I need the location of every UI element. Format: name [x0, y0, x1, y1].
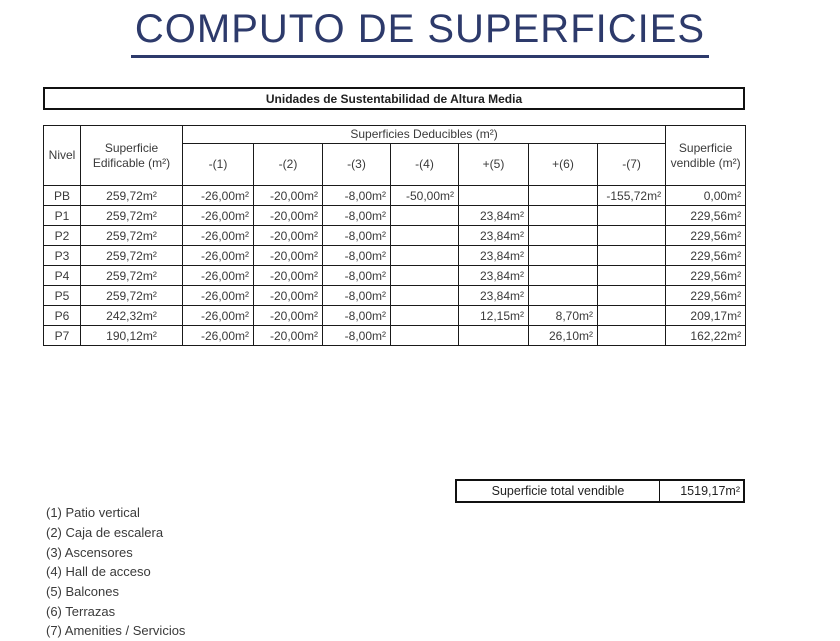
cell-ded-5: 23,84m² [459, 266, 529, 286]
total-vendible-box [455, 479, 745, 503]
cell-ded-2: -20,00m² [254, 326, 323, 346]
footnote-7: (7) Amenities / Servicios [46, 623, 186, 639]
table-row [44, 206, 746, 226]
cell-edificable: 259,72m² [81, 206, 183, 226]
subtitle-banner [43, 87, 745, 110]
cell-nivel: PB [44, 186, 81, 206]
cell-ded-6: 26,10m² [529, 326, 598, 346]
col-header-ded-2: -(2) [254, 144, 323, 186]
col-header-ded-4: -(4) [391, 144, 459, 186]
cell-ded-2: -20,00m² [254, 246, 323, 266]
table-row [44, 226, 746, 246]
cell-ded-5: 23,84m² [459, 246, 529, 266]
cell-vendible: 229,56m² [666, 266, 746, 286]
cell-ded-7 [598, 326, 666, 346]
cell-ded-2: -20,00m² [254, 226, 323, 246]
cell-vendible: 209,17m² [666, 306, 746, 326]
cell-nivel: P6 [44, 306, 81, 326]
cell-ded-7 [598, 226, 666, 246]
cell-ded-7 [598, 206, 666, 226]
cell-nivel: P7 [44, 326, 81, 346]
cell-ded-7 [598, 286, 666, 306]
col-header-edificable: Superficie Edificable (m²) [81, 126, 183, 186]
table-row [44, 246, 746, 266]
footnotes [46, 503, 185, 641]
cell-vendible: 0,00m² [666, 186, 746, 206]
page-header [0, 6, 840, 58]
cell-ded-3: -8,00m² [323, 326, 391, 346]
cell-ded-2: -20,00m² [254, 186, 323, 206]
cell-ded-6 [529, 266, 598, 286]
cell-edificable: 259,72m² [81, 246, 183, 266]
cell-ded-6 [529, 286, 598, 306]
cell-edificable: 242,32m² [81, 306, 183, 326]
cell-ded-5: 12,15m² [459, 306, 529, 326]
cell-ded-5: 23,84m² [459, 206, 529, 226]
cell-ded-1: -26,00m² [183, 206, 254, 226]
cell-ded-3: -8,00m² [323, 226, 391, 246]
cell-ded-2: -20,00m² [254, 206, 323, 226]
cell-ded-6 [529, 206, 598, 226]
cell-ded-3: -8,00m² [323, 186, 391, 206]
cell-ded-1: -26,00m² [183, 246, 254, 266]
cell-ded-5 [459, 326, 529, 346]
footnote-6: (6) Terrazas [46, 603, 116, 619]
surfaces-table [43, 125, 746, 346]
cell-ded-1: -26,00m² [183, 226, 254, 246]
cell-ded-6: 8,70m² [529, 306, 598, 326]
table-row [44, 306, 746, 326]
cell-ded-7 [598, 266, 666, 286]
cell-vendible: 162,22m² [666, 326, 746, 346]
cell-ded-4 [391, 266, 459, 286]
col-header-ded-6: +(6) [529, 144, 598, 186]
col-header-ded-7: -(7) [598, 144, 666, 186]
cell-ded-2: -20,00m² [254, 306, 323, 326]
footnote-3: (3) Ascensores [46, 544, 133, 560]
footnote-5: (5) Balcones [46, 584, 119, 600]
cell-ded-3: -8,00m² [323, 306, 391, 326]
cell-ded-3: -8,00m² [323, 246, 391, 266]
cell-edificable: 259,72m² [81, 226, 183, 246]
cell-vendible: 229,56m² [666, 206, 746, 226]
cell-ded-3: -8,00m² [323, 286, 391, 306]
cell-nivel: P4 [44, 266, 81, 286]
cell-ded-7 [598, 246, 666, 266]
cell-ded-4 [391, 206, 459, 226]
table-row [44, 266, 746, 286]
cell-edificable: 259,72m² [81, 266, 183, 286]
cell-ded-7: -155,72m² [598, 186, 666, 206]
cell-vendible: 229,56m² [666, 226, 746, 246]
cell-ded-4: -50,00m² [391, 186, 459, 206]
cell-ded-1: -26,00m² [183, 266, 254, 286]
cell-ded-4 [391, 246, 459, 266]
col-header-deducibles: Superficies Deducibles (m²) [183, 126, 666, 144]
cell-edificable: 259,72m² [81, 186, 183, 206]
cell-ded-4 [391, 226, 459, 246]
cell-vendible: 229,56m² [666, 246, 746, 266]
cell-ded-6 [529, 246, 598, 266]
cell-nivel: P1 [44, 206, 81, 226]
cell-vendible: 229,56m² [666, 286, 746, 306]
subtitle-text: Unidades de Sustentabilidad de Altura Media [265, 91, 523, 106]
cell-edificable: 259,72m² [81, 286, 183, 306]
page-title: COMPUTO DE SUPERFICIES [131, 6, 709, 58]
col-header-ded-1: -(1) [183, 144, 254, 186]
cell-ded-1: -26,00m² [183, 286, 254, 306]
cell-nivel: P2 [44, 226, 81, 246]
cell-ded-5: 23,84m² [459, 286, 529, 306]
cell-ded-2: -20,00m² [254, 286, 323, 306]
cell-edificable: 190,12m² [81, 326, 183, 346]
table-row [44, 286, 746, 306]
cell-ded-2: -20,00m² [254, 266, 323, 286]
cell-nivel: P5 [44, 286, 81, 306]
cell-ded-6 [529, 226, 598, 246]
table-row [44, 326, 746, 346]
cell-nivel: P3 [44, 246, 81, 266]
footnote-2: (2) Caja de escalera [46, 525, 164, 541]
cell-ded-3: -8,00m² [323, 206, 391, 226]
col-header-vendible: Superficie vendible (m²) [666, 126, 746, 186]
total-vendible-label: Superficie total vendible [491, 484, 625, 498]
cell-ded-5: 23,84m² [459, 226, 529, 246]
cell-ded-4 [391, 326, 459, 346]
cell-ded-5 [459, 186, 529, 206]
col-header-ded-5: +(5) [459, 144, 529, 186]
cell-ded-4 [391, 306, 459, 326]
cell-ded-7 [598, 306, 666, 326]
col-header-nivel: Nivel [44, 126, 81, 186]
cell-ded-4 [391, 286, 459, 306]
col-header-ded-3: -(3) [323, 144, 391, 186]
cell-ded-1: -26,00m² [183, 186, 254, 206]
cell-ded-6 [529, 186, 598, 206]
total-vendible-value: 1519,17m² [659, 481, 743, 501]
footnote-1: (1) Patio vertical [46, 505, 140, 521]
table-row [44, 186, 746, 206]
cell-ded-3: -8,00m² [323, 266, 391, 286]
footnote-4: (4) Hall de acceso [46, 564, 151, 580]
cell-ded-1: -26,00m² [183, 326, 254, 346]
cell-ded-1: -26,00m² [183, 306, 254, 326]
